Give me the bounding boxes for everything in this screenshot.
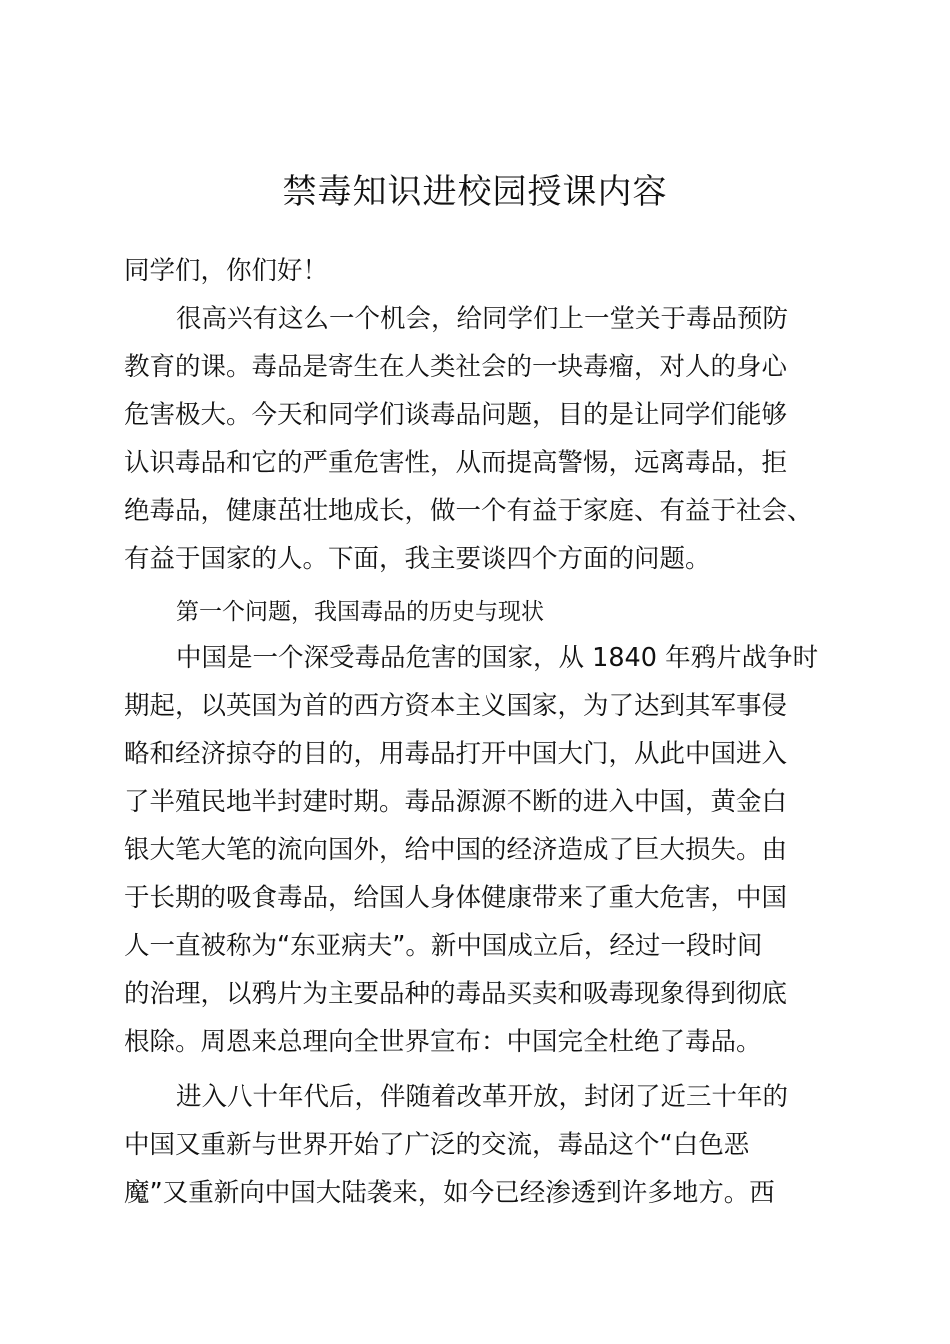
text-line: 中国又重新与世界开始了广泛的交流，毒品这个“白色恶 bbox=[124, 1130, 750, 1160]
text-line: 人一直被称为“东亚病夫”。新中国成立后，经过一段时间 bbox=[124, 931, 763, 961]
paragraph-eighties bbox=[124, 1073, 859, 1217]
text-line: 于长期的吸食毒品，给国人身体健康带来了重大危害，中国 bbox=[124, 883, 788, 913]
greeting: 同学们，你们好！ bbox=[124, 256, 329, 286]
text-line: 中国是一个深受毒品危害的国家，从 1840 年鸦片战争时 bbox=[176, 643, 819, 673]
text-line: 期起，以英国为首的西方资本主义国家，为了达到其军事侵 bbox=[124, 691, 788, 721]
document-body bbox=[124, 247, 859, 1217]
text-line: 绝毒品，健康茁壮地成长，做一个有益于家庭、有益于社会、 bbox=[124, 496, 813, 526]
document-title: 禁毒知识进校园授课内容 bbox=[282, 172, 668, 212]
text-line: 有益于国家的人。下面，我主要谈四个方面的问题。 bbox=[124, 544, 711, 574]
paragraph-history bbox=[124, 634, 859, 1066]
text-line: 银大笔大笔的流向国外，给中国的经济造成了巨大损失。由 bbox=[124, 835, 788, 865]
text-line: 根除。周恩来总理向全世界宣布：中国完全杜绝了毒品。 bbox=[124, 1027, 762, 1057]
section-heading: 第一个问题，我国毒品的历史与现状 bbox=[176, 599, 544, 625]
text-line: 魔”又重新向中国大陆袭来，如今已经渗透到许多地方。西 bbox=[124, 1178, 775, 1208]
text-line: 很高兴有这么一个机会，给同学们上一堂关于毒品预防 bbox=[176, 304, 789, 334]
text-line: 略和经济掠夺的目的，用毒品打开中国大门，从此中国进入 bbox=[124, 739, 788, 769]
text-line: 了半殖民地半封建时期。毒品源源不断的进入中国，黄金白 bbox=[124, 787, 788, 817]
text-line: 教育的课。毒品是寄生在人类社会的一块毒瘤，对人的身心 bbox=[124, 352, 788, 382]
text-line: 的治理，以鸦片为主要品种的毒品买卖和吸毒现象得到彻底 bbox=[124, 979, 788, 1009]
text-line: 认识毒品和它的严重危害性，从而提高警惕，远离毒品，拒 bbox=[124, 448, 788, 478]
paragraph-intro bbox=[124, 295, 859, 583]
text-line: 进入八十年代后，伴随着改革开放，封闭了近三十年的 bbox=[176, 1082, 789, 1112]
text-line: 危害极大。今天和同学们谈毒品问题，目的是让同学们能够 bbox=[124, 400, 788, 430]
